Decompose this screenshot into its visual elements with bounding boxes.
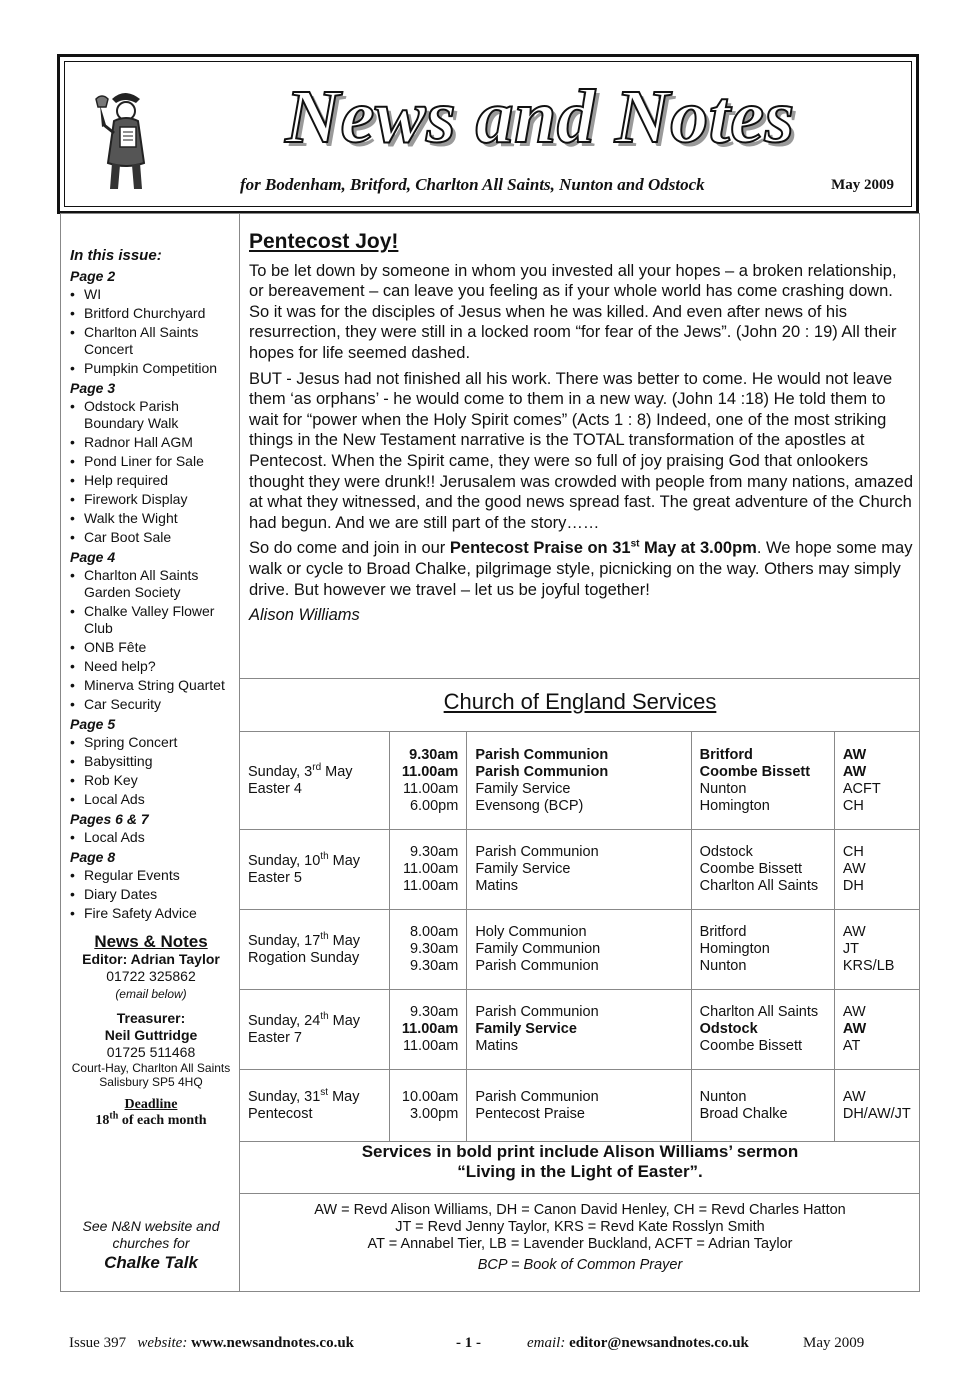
newsletter-title: News and Notes bbox=[285, 75, 795, 159]
service-church: Charlton All Saints bbox=[699, 878, 819, 894]
chalke-talk-note bbox=[70, 1218, 232, 1271]
contents-item: • Rob Key bbox=[70, 772, 232, 789]
contents-page-list bbox=[70, 567, 232, 713]
service-time: 8.00am bbox=[409, 924, 459, 940]
p3-event-name: Pentecost Praise on 31 bbox=[449, 539, 631, 558]
service-name: Matins bbox=[475, 1038, 519, 1054]
service-time: 10.00am bbox=[401, 1088, 459, 1105]
sermon-note-line-1: Services in bold print include Alison Williams’ sermon bbox=[361, 1142, 799, 1161]
services-top-rule bbox=[239, 678, 920, 679]
contents-page-list bbox=[70, 286, 232, 377]
treasurer-label: Treasurer: bbox=[116, 1010, 186, 1026]
treasurer-address-2: Salisbury SP5 4HQ bbox=[99, 1075, 203, 1089]
service-church: Coombe Bissett bbox=[699, 1038, 803, 1054]
legend-line-2: JT = Revd Jenny Taylor, KRS = Revd Kate Rosslyn Smith bbox=[395, 1219, 765, 1235]
nn-contact-box bbox=[70, 932, 232, 1129]
service-minister: ACFT bbox=[842, 780, 881, 797]
sermon-note bbox=[240, 1142, 920, 1182]
service-date-cell bbox=[240, 830, 390, 910]
service-date-cell bbox=[240, 990, 390, 1070]
service-minister: JT bbox=[842, 941, 859, 957]
service-minister: AT bbox=[842, 1038, 861, 1054]
service-time: 9.30am bbox=[409, 746, 459, 763]
service-time: 9.30am bbox=[409, 958, 459, 974]
service-date bbox=[248, 1010, 381, 1030]
service-name: Matins bbox=[475, 878, 519, 894]
service-day: Sunday, 17 bbox=[248, 932, 321, 949]
service-minister: AW bbox=[842, 763, 867, 780]
service-minister-cell bbox=[834, 732, 919, 830]
service-name: Parish Communion bbox=[475, 844, 599, 860]
service-date bbox=[248, 930, 381, 950]
service-week-row bbox=[240, 732, 920, 830]
contents-item: • Local Ads bbox=[70, 829, 232, 846]
service-church: Nunton bbox=[699, 958, 747, 974]
editor-phone: 01722 325862 bbox=[106, 968, 196, 984]
article-paragraph-3 bbox=[249, 538, 913, 600]
service-minister: AW bbox=[842, 861, 866, 877]
contents-item: • WI bbox=[70, 286, 232, 303]
service-name: Family Communion bbox=[475, 941, 601, 957]
service-date bbox=[248, 761, 381, 781]
contents-item: • Firework Display bbox=[70, 491, 232, 508]
service-minister: DH/AW/JT bbox=[842, 1105, 911, 1122]
contents-item: • Charlton All Saints Garden Society bbox=[70, 567, 232, 601]
deadline-block bbox=[70, 1097, 232, 1129]
service-time: 9.30am bbox=[409, 941, 459, 957]
contents-item: • Local Ads bbox=[70, 791, 232, 808]
service-minister-cell bbox=[834, 1070, 919, 1142]
services-table bbox=[239, 731, 920, 1142]
service-date bbox=[248, 1086, 381, 1106]
deadline-label: Deadline bbox=[124, 1097, 178, 1112]
service-name: Parish Communion bbox=[475, 958, 599, 974]
service-day: Sunday, 3 bbox=[248, 763, 313, 780]
contents-item: • Pumpkin Competition bbox=[70, 360, 232, 377]
contents-page-label: Page 4 bbox=[70, 549, 116, 565]
editor-name: Editor: Adrian Taylor bbox=[82, 951, 220, 967]
service-name: Family Service bbox=[475, 861, 571, 877]
see-line-2: churches for bbox=[112, 1235, 190, 1251]
clergy-legend bbox=[240, 1202, 920, 1274]
service-month: May bbox=[328, 852, 361, 869]
service-time-cell bbox=[390, 990, 467, 1070]
service-time: 11.00am bbox=[402, 878, 459, 894]
footer-website-link[interactable]: www.newsandnotes.co.uk bbox=[191, 1335, 355, 1351]
treasurer-name: Neil Guttridge bbox=[104, 1027, 198, 1043]
article-author: Alison Williams bbox=[249, 606, 360, 625]
treasurer-phone: 01725 511468 bbox=[106, 1044, 196, 1060]
town-crier-icon bbox=[90, 85, 160, 195]
service-occasion: Pentecost bbox=[248, 1105, 313, 1122]
contents-item: • Chalke Valley Flower Club bbox=[70, 603, 232, 637]
service-time: 9.30am bbox=[409, 1004, 459, 1020]
contents-item: • Walk the Wight bbox=[70, 510, 232, 527]
footer-issue-website bbox=[69, 1335, 354, 1352]
newsletter-subtitle: for Bodenham, Britford, Charlton All Saints, Nunton and Odstock bbox=[240, 175, 705, 194]
legend-line-1: AW = Revd Alison Williams, DH = Canon David Henley, CH = Revd Charles Hatton bbox=[314, 1202, 846, 1218]
contents-page-label: Pages 6 & 7 bbox=[70, 811, 149, 827]
masthead-date: May 2009 bbox=[831, 177, 894, 193]
service-name-cell bbox=[467, 1070, 691, 1142]
contents-item: • Fire Safety Advice bbox=[70, 905, 232, 922]
service-name: Evensong (BCP) bbox=[475, 797, 584, 814]
contents-page-label: Page 8 bbox=[70, 849, 116, 865]
p3-event-time: May at 3.00pm bbox=[639, 539, 757, 558]
editor-note: (email below) bbox=[115, 987, 187, 1001]
contents-item: • Diary Dates bbox=[70, 886, 232, 903]
masthead bbox=[57, 54, 919, 214]
contents-item: • Odstock Parish Boundary Walk bbox=[70, 398, 232, 432]
service-minister: AW bbox=[842, 1004, 866, 1020]
services-title: Church of England Services bbox=[443, 689, 717, 714]
contents-item: • Need help? bbox=[70, 658, 232, 675]
service-minister: CH bbox=[842, 844, 864, 860]
service-time: 6.00pm bbox=[409, 797, 459, 814]
service-name: Family Service bbox=[475, 780, 571, 797]
service-date-cell bbox=[240, 910, 390, 990]
contents-item: • Regular Events bbox=[70, 867, 232, 884]
service-minister: CH bbox=[842, 797, 864, 814]
legend-line-4: BCP = Book of Common Prayer bbox=[477, 1257, 683, 1273]
footer-email-label: email: bbox=[527, 1335, 566, 1351]
service-name: Parish Communion bbox=[475, 746, 609, 763]
service-day-suffix: st bbox=[320, 1086, 329, 1098]
service-day-suffix: th bbox=[320, 850, 329, 862]
service-name: Parish Communion bbox=[475, 1088, 599, 1105]
service-time: 11.00am bbox=[401, 763, 459, 780]
service-minister: AW bbox=[842, 746, 867, 763]
footer-issue: Issue 397 bbox=[69, 1335, 127, 1351]
contents-page-label: Page 5 bbox=[70, 716, 116, 732]
service-church: Britford bbox=[699, 924, 747, 940]
service-name: Parish Communion bbox=[475, 1004, 599, 1020]
service-name: Family Service bbox=[475, 1021, 577, 1037]
service-occasion: Rogation Sunday bbox=[248, 949, 360, 966]
service-time: 3.00pm bbox=[409, 1105, 459, 1122]
p3-intro: So do come and join in our bbox=[249, 539, 450, 558]
footer-page-number: - 1 - bbox=[456, 1335, 481, 1351]
service-church: Homington bbox=[699, 941, 770, 957]
sermon-note-line-2: “Living in the Light of Easter”. bbox=[457, 1162, 703, 1181]
service-time: 9.30am bbox=[409, 844, 459, 860]
contents-page-list bbox=[70, 867, 232, 922]
service-time: 11.00am bbox=[402, 1038, 459, 1054]
service-occasion: Easter 4 bbox=[248, 780, 302, 797]
services-table-body bbox=[240, 732, 920, 1142]
contents-item: • Minerva String Quartet bbox=[70, 677, 232, 694]
service-occasion: Easter 5 bbox=[248, 869, 302, 886]
footer-email bbox=[527, 1335, 749, 1352]
service-time-cell bbox=[390, 732, 467, 830]
contents-page-list bbox=[70, 398, 232, 546]
service-name-cell bbox=[467, 910, 691, 990]
pentecost-article bbox=[249, 232, 913, 626]
service-month: May bbox=[328, 932, 361, 949]
service-name: Pentecost Praise bbox=[475, 1105, 585, 1122]
service-day: Sunday, 24 bbox=[248, 1012, 321, 1029]
service-time: 11.00am bbox=[402, 861, 459, 877]
contents-page-label: Page 3 bbox=[70, 380, 116, 396]
service-time: 11.00am bbox=[401, 1021, 459, 1037]
service-minister: KRS/LB bbox=[842, 958, 895, 974]
service-week-row bbox=[240, 990, 920, 1070]
service-time-cell bbox=[390, 1070, 467, 1142]
service-day: Sunday, 10 bbox=[248, 852, 321, 869]
footer-email-link[interactable]: editor@newsandnotes.co.uk bbox=[569, 1335, 749, 1351]
service-church: Coombe Bissett bbox=[699, 763, 811, 780]
service-name-cell bbox=[467, 990, 691, 1070]
service-week-row bbox=[240, 830, 920, 910]
contents-page-list bbox=[70, 734, 232, 808]
service-date-cell bbox=[240, 1070, 390, 1142]
contents-item: • Radnor Hall AGM bbox=[70, 434, 232, 451]
service-month: May bbox=[321, 763, 353, 780]
service-minister: DH bbox=[842, 878, 864, 894]
chalke-talk-name: Chalke Talk bbox=[104, 1253, 198, 1272]
contents-heading: In this issue: bbox=[70, 247, 162, 264]
service-name-cell bbox=[467, 830, 691, 910]
service-day-suffix: th bbox=[320, 1010, 329, 1022]
deadline-day: 18 bbox=[95, 1113, 110, 1128]
service-minister: AW bbox=[842, 1021, 867, 1037]
contents-page-label: Page 2 bbox=[70, 268, 116, 284]
contents-item: • Help required bbox=[70, 472, 232, 489]
service-church: Coombe Bissett bbox=[699, 861, 803, 877]
service-minister-cell bbox=[834, 910, 919, 990]
nn-title: News & Notes bbox=[94, 932, 208, 951]
footer-website-label: website: bbox=[137, 1335, 188, 1351]
contents-item: • Britford Churchyard bbox=[70, 305, 232, 322]
contents-item: • Charlton All Saints Concert bbox=[70, 324, 232, 358]
service-church: Charlton All Saints bbox=[699, 1004, 819, 1020]
contents-pages bbox=[70, 267, 232, 922]
contents-page-list bbox=[70, 829, 232, 846]
service-minister-cell bbox=[834, 830, 919, 910]
service-occasion: Easter 7 bbox=[248, 1029, 302, 1046]
contents-item: • Babysitting bbox=[70, 753, 232, 770]
sidebar-contents bbox=[70, 246, 232, 1129]
service-church: Odstock bbox=[699, 1021, 758, 1037]
service-church-cell bbox=[691, 910, 834, 990]
contents-item: • Car Boot Sale bbox=[70, 529, 232, 546]
service-church: Britford bbox=[699, 746, 753, 763]
service-church-cell bbox=[691, 990, 834, 1070]
service-church-cell bbox=[691, 732, 834, 830]
deadline-day-suffix: th bbox=[109, 1110, 119, 1122]
p3-rest: . We hope some may walk or cycle to Broad Chalke, pilgrimage style, picnicking on the way. Others may simply drive. But however we travel – let us be joyful together! bbox=[249, 539, 913, 599]
legend-line-3: AT = Annabel Tier, LB = Lavender Buckland, ACFT = Adrian Taylor bbox=[367, 1236, 793, 1252]
service-day-suffix: th bbox=[320, 930, 329, 942]
treasurer-address-1: Court-Hay, Charlton All Saints bbox=[71, 1061, 231, 1075]
service-name: Holy Communion bbox=[475, 924, 587, 940]
article-title: Pentecost Joy! bbox=[249, 230, 399, 253]
service-church: Nunton bbox=[699, 780, 747, 797]
contents-item: • Pond Liner for Sale bbox=[70, 453, 232, 470]
service-minister: AW bbox=[842, 924, 866, 940]
service-church: Homington bbox=[699, 797, 770, 814]
deadline-rest: of each month bbox=[118, 1113, 207, 1128]
service-church: Odstock bbox=[699, 844, 753, 860]
footer-date: May 2009 bbox=[803, 1335, 865, 1351]
service-date bbox=[248, 850, 381, 870]
service-day-suffix: rd bbox=[312, 761, 322, 773]
service-church: Nunton bbox=[699, 1088, 747, 1105]
service-name: Parish Communion bbox=[475, 763, 609, 780]
service-month: May bbox=[328, 1012, 361, 1029]
service-week-row bbox=[240, 1070, 920, 1142]
service-day: Sunday, 31 bbox=[248, 1088, 321, 1105]
service-church: Broad Chalke bbox=[699, 1105, 788, 1122]
service-time-cell bbox=[390, 830, 467, 910]
service-month: May bbox=[328, 1088, 360, 1105]
service-time: 11.00am bbox=[402, 780, 459, 797]
service-name-cell bbox=[467, 732, 691, 830]
service-church-cell bbox=[691, 1070, 834, 1142]
contents-item: • Spring Concert bbox=[70, 734, 232, 751]
service-week-row bbox=[240, 910, 920, 990]
service-date-cell bbox=[240, 732, 390, 830]
service-minister-cell bbox=[834, 990, 919, 1070]
article-paragraph-2: BUT - Jesus had not finished all his work. There was better to come. He would not leave them ‘as orphans’ - he would come to them in a new way. (John 14 :18) He told them to wait for “power when the Holy Spirit comes” (Acts 1 : 8) Indeed, one of the most striking things in the New Testament narrative is the TOTAL transformation of the apostles at Pentecost. When the Spirit came, they were so full of joy praising God that onlookers thought they were drunk!! Jerusalem was crowded with people from many nations, amazed at what they witnessed, and the good news spread fast. The great adventure of the Church had begun. And we are still part of the story…… bbox=[249, 369, 914, 532]
article-paragraph-1: To be let down by someone in whom you invested all your hopes – a broken relationship, or bereavement – can leave you feeling as if your whole world has come crashing down. So it was for the disciples of Jesus when he was killed. And even after news of his resurrection, they were still in a locked room “for fear of the Jews”. (John 20 : 19) All their hopes for life seemed dashed. bbox=[249, 261, 897, 362]
see-line-1: See N&N website and bbox=[82, 1218, 220, 1234]
legend-top-rule bbox=[239, 1193, 920, 1194]
service-minister: AW bbox=[842, 1088, 866, 1105]
service-church-cell bbox=[691, 830, 834, 910]
contents-item: • ONB Fête bbox=[70, 639, 232, 656]
contents-item: • Car Security bbox=[70, 696, 232, 713]
p3-date-suffix: st bbox=[630, 538, 640, 550]
service-time-cell bbox=[390, 910, 467, 990]
